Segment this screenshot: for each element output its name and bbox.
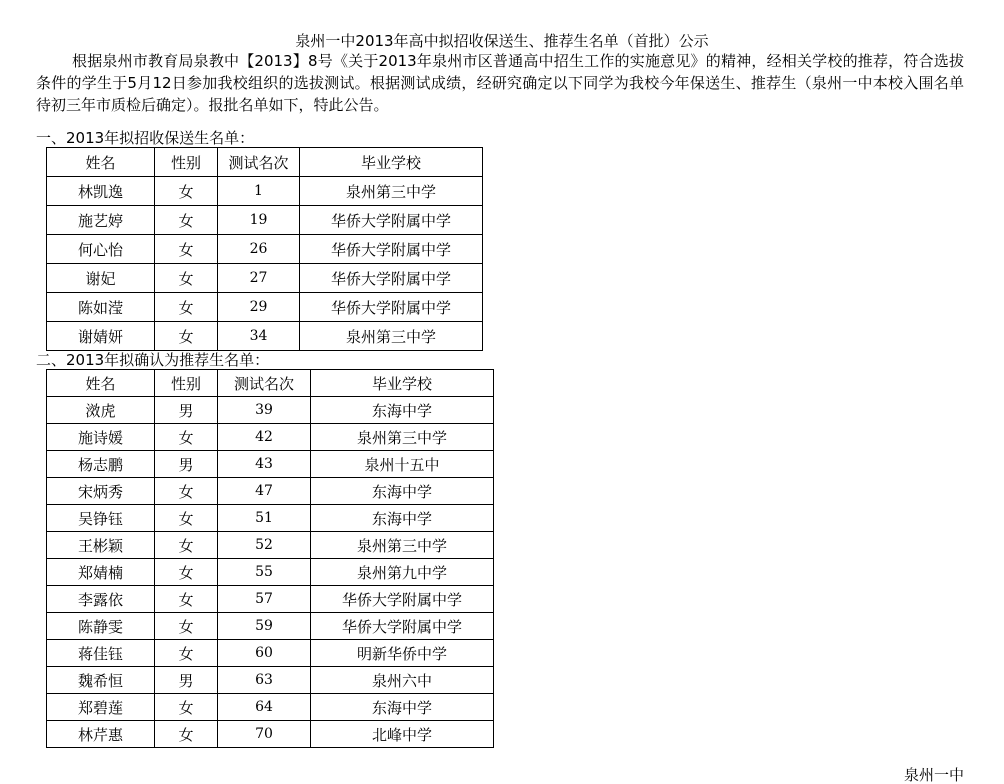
student-gender: 女: [155, 478, 218, 505]
student-gender: 女: [155, 322, 218, 351]
student-name: 陈如滢: [47, 293, 155, 322]
table-row: [47, 424, 494, 451]
student-name: 宋炳秀: [47, 478, 155, 505]
student-gender: 女: [155, 694, 218, 721]
table-row: [47, 206, 483, 235]
recommended-students-table: [46, 369, 494, 748]
student-gender: 女: [155, 532, 218, 559]
student-name: 何心怡: [47, 235, 155, 264]
test-rank: 47: [218, 478, 311, 505]
table-row: [47, 613, 494, 640]
test-rank: 39: [218, 397, 311, 424]
test-rank: 29: [218, 293, 300, 322]
recommended-admission-table: [46, 147, 483, 351]
column-header: 测试名次: [218, 148, 300, 177]
graduation-school: 泉州六中: [311, 667, 494, 694]
graduation-school: 华侨大学附属中学: [300, 293, 483, 322]
table-row: [47, 721, 494, 748]
test-rank: 63: [218, 667, 311, 694]
student-gender: 女: [155, 264, 218, 293]
test-rank: 19: [218, 206, 300, 235]
graduation-school: 东海中学: [311, 397, 494, 424]
student-name: 施诗媛: [47, 424, 155, 451]
student-gender: 女: [155, 586, 218, 613]
table-row: [47, 559, 494, 586]
column-header: 姓名: [47, 370, 155, 397]
student-gender: 女: [155, 613, 218, 640]
test-rank: 60: [218, 640, 311, 667]
intro-paragraph: 根据泉州市教育局泉教中【2013】8号《关于2013年泉州市区普通高中招生工作的实施意见》的精神，经相关学校的推荐，符合选拔条件的学生于5月12日参加我校组织的选拔测试。根据测试成绩，经研究确定以下同学为我校今年保送生、推荐生（泉州一中本校入围名单待初三年市质检后确定）。报批名单如下，特此公告。: [36, 52, 964, 114]
test-rank: 64: [218, 694, 311, 721]
graduation-school: 泉州第三中学: [311, 532, 494, 559]
graduation-school: 华侨大学附属中学: [300, 235, 483, 264]
graduation-school: 北峰中学: [311, 721, 494, 748]
student-gender: 女: [155, 721, 218, 748]
student-name: 魏希恒: [47, 667, 155, 694]
graduation-school: 泉州第九中学: [311, 559, 494, 586]
column-header: 毕业学校: [300, 148, 483, 177]
student-gender: 女: [155, 177, 218, 206]
table-row: [47, 264, 483, 293]
student-gender: 女: [155, 424, 218, 451]
student-gender: 男: [155, 667, 218, 694]
graduation-school: 华侨大学附属中学: [300, 264, 483, 293]
table-row: [47, 293, 483, 322]
student-name: 林凯逸: [47, 177, 155, 206]
column-header: 性别: [155, 148, 218, 177]
graduation-school: 东海中学: [311, 505, 494, 532]
student-gender: 男: [155, 397, 218, 424]
student-name: 谢婧妍: [47, 322, 155, 351]
student-gender: 女: [155, 559, 218, 586]
graduation-school: 华侨大学附属中学: [311, 586, 494, 613]
column-header: 毕业学校: [311, 370, 494, 397]
graduation-school: 东海中学: [311, 694, 494, 721]
graduation-school: 泉州第三中学: [300, 322, 483, 351]
graduation-school: 华侨大学附属中学: [311, 613, 494, 640]
test-rank: 57: [218, 586, 311, 613]
page-title: 泉州一中2013年高中拟招收保送生、推荐生名单（首批）公示: [295, 32, 709, 50]
graduation-school: 华侨大学附属中学: [300, 206, 483, 235]
test-rank: 34: [218, 322, 300, 351]
student-name: 滧虎: [47, 397, 155, 424]
test-rank: 70: [218, 721, 311, 748]
student-name: 郑碧莲: [47, 694, 155, 721]
student-gender: 女: [155, 235, 218, 264]
test-rank: 27: [218, 264, 300, 293]
table-row: [47, 667, 494, 694]
student-name: 吴铮钰: [47, 505, 155, 532]
student-name: 郑婧楠: [47, 559, 155, 586]
graduation-school: 泉州十五中: [311, 451, 494, 478]
student-gender: 女: [155, 293, 218, 322]
column-header: 姓名: [47, 148, 155, 177]
column-header: 性别: [155, 370, 218, 397]
student-name: 陈静雯: [47, 613, 155, 640]
table-row: [47, 640, 494, 667]
table-row: [47, 451, 494, 478]
student-name: 林芹惠: [47, 721, 155, 748]
section1-heading: 一、2013年拟招收保送生名单：: [36, 129, 255, 147]
student-gender: 女: [155, 206, 218, 235]
graduation-school: 东海中学: [311, 478, 494, 505]
student-gender: 女: [155, 640, 218, 667]
table-row: [47, 397, 494, 424]
graduation-school: 泉州第三中学: [311, 424, 494, 451]
table-row: [47, 177, 483, 206]
table-header-row: [47, 148, 483, 177]
table-row: [47, 694, 494, 721]
footer-signature: 泉州一中: [904, 766, 965, 784]
column-header: 测试名次: [218, 370, 311, 397]
student-gender: 女: [155, 505, 218, 532]
student-name: 谢妃: [47, 264, 155, 293]
graduation-school: 明新华侨中学: [311, 640, 494, 667]
table-header-row: [47, 370, 494, 397]
section2-heading: 二、2013年拟确认为推荐生名单：: [36, 351, 270, 369]
table-row: [47, 505, 494, 532]
table-row: [47, 322, 483, 351]
test-rank: 51: [218, 505, 311, 532]
test-rank: 26: [218, 235, 300, 264]
table-row: [47, 532, 494, 559]
table-row: [47, 586, 494, 613]
student-name: 王彬颖: [47, 532, 155, 559]
test-rank: 52: [218, 532, 311, 559]
student-name: 李露依: [47, 586, 155, 613]
student-name: 杨志鹏: [47, 451, 155, 478]
student-name: 蒋佳钰: [47, 640, 155, 667]
test-rank: 42: [218, 424, 311, 451]
test-rank: 1: [218, 177, 300, 206]
test-rank: 55: [218, 559, 311, 586]
table-row: [47, 235, 483, 264]
student-gender: 男: [155, 451, 218, 478]
table-row: [47, 478, 494, 505]
graduation-school: 泉州第三中学: [300, 177, 483, 206]
test-rank: 43: [218, 451, 311, 478]
student-name: 施艺婷: [47, 206, 155, 235]
test-rank: 59: [218, 613, 311, 640]
